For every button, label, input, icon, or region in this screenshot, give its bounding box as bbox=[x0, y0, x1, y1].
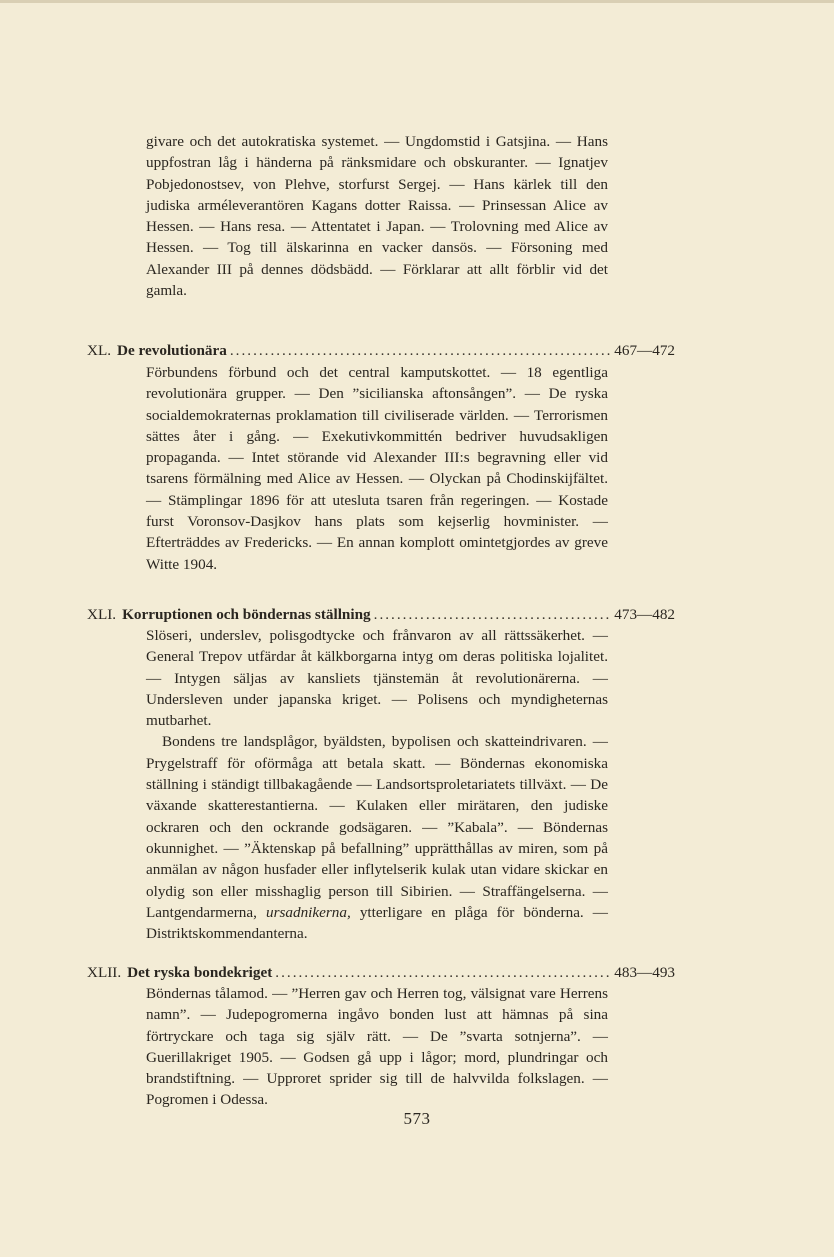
chapter-heading-xl bbox=[87, 340, 675, 361]
chapter-title: De revolutionära bbox=[117, 342, 227, 359]
intro-paragraph bbox=[146, 131, 608, 301]
chapter-body-xl bbox=[146, 362, 608, 575]
paragraph-text: Bondens tre landsplågor, byäldsten, bypolisen och skatteindrivaren. — Prygelstraff för oförmåga att betala skatt. — Böndernas ekonomiska ställning i ständigt tillbakagående — Landsortsproletariatets tillväxt. — De växande skatterestantierna. — Kulaken eller mirätaren, den judiske ockraren och den ockrande godsägaren. — ”Kabala”. — Böndernas okunnighet. — ”Äktenskap på befallning” upprätthållas av miren, som på anmälan av någon husfader eller inflytelserik kulak utan vidare skickar en olydig son eller misshaglig person till Sibirien. — Straffängelserna. — Lantgendarmerna, bbox=[146, 733, 608, 921]
chapter-body-xli bbox=[146, 625, 608, 944]
leader-dots bbox=[230, 340, 611, 361]
chapter-body-text: Böndernas tålamod. — ”Herren gav och Herren tog, välsignat vare Herrens namn”. — Judepogromerna ingåvo bonden lust att hämnas på sina förtryckare och taga sig själv rätt. — De ”svarta sotnjerna”. — Guerillakriget 1905. — Godsen gå upp i lågor; mord, plundringar och brandstiftning. — Upproret sprider sig till de halvvilda folkslagen. — Pogromen i Odessa. bbox=[146, 985, 608, 1109]
leader-dots bbox=[374, 604, 612, 625]
chapter-body-paragraph-2 bbox=[146, 731, 608, 944]
chapter-pages: 473—482 bbox=[614, 606, 675, 623]
page-number: 573 bbox=[403, 1109, 431, 1128]
page-top-edge bbox=[0, 0, 834, 3]
chapter-body-text: Förbundens förbund och det central kamputskottet. — 18 egentliga revolutionära grupper. — Den ”sicilianska aftonsången”. — De ryska socialdemokraternas proklamation till civiliserade världen. — Terrorismen sättes åter i gång. — Exekutivkommittén bedriver huvudsakligen propaganda. — Intet störande vid Alexander III:s begravning eller vid tsarens förmälning med Alice av Hessen. — Olyckan på Chodinskijfältet. — Stämplingar 1896 för att utesluta tsaren från regeringen. — Kostade furst Voronsov-Dasjkov hans plats som kejserlig hovminister. — Efterträddes av Fredericks. — En annan komplott omintetgjordes av greve Witte 1904. bbox=[146, 364, 608, 573]
chapter-body-xlii bbox=[146, 983, 608, 1111]
chapter-heading-xli bbox=[87, 604, 675, 625]
chapter-pages: 483—493 bbox=[614, 964, 675, 981]
paragraph-text-end: ytterligare en plåga för bönderna. — Distriktskommendanterna. bbox=[146, 903, 608, 943]
intro-paragraph-text: givare och det autokratiska systemet. — Ungdomstid i Gatsjina. — Hans uppfostran låg i händerna på ränksmidare och obskuranter. — Ignatjev Pobjedonostsev, von Plehve, storfurst Sergej. — Hans kärlek till den judiska arméleverantören Kagans dotter Raissa. — Prinsessan Alice av Hessen. — Hans resa. — Attentatet i Japan. — Trolovning med Alice av Hessen. — Tog till älskarinna en vacker dansös. — Försoning med Alexander III på dennes dödsbädd. — Förklarar att allt förblir vid det gamla. bbox=[146, 133, 608, 300]
chapter-heading-xlii bbox=[87, 962, 675, 983]
chapter-number: XL. bbox=[87, 342, 112, 359]
chapter-number: XLI. bbox=[87, 606, 117, 623]
chapter-title: Korruptionen och böndernas ställning bbox=[122, 606, 371, 623]
chapter-title: Det ryska bondekriget bbox=[127, 964, 273, 981]
chapter-number: XLII. bbox=[87, 964, 122, 981]
chapter-body-text: Slöseri, underslev, polisgodtycke och frånvaron av all rättssäkerhet. — General Trepov utfärdar åt kälkborgarna intyg om deras politiska lojalitet. — Intygen säljas av kansliets tjänstemän åt revolutionärerna. — Undersleven under japanska kriget. — Polisens och myndigheternas mutbarhet. bbox=[146, 627, 608, 730]
chapter-pages: 467—472 bbox=[614, 342, 675, 359]
leader-dots bbox=[275, 962, 611, 983]
italic-term: ursadnikerna, bbox=[265, 903, 351, 921]
